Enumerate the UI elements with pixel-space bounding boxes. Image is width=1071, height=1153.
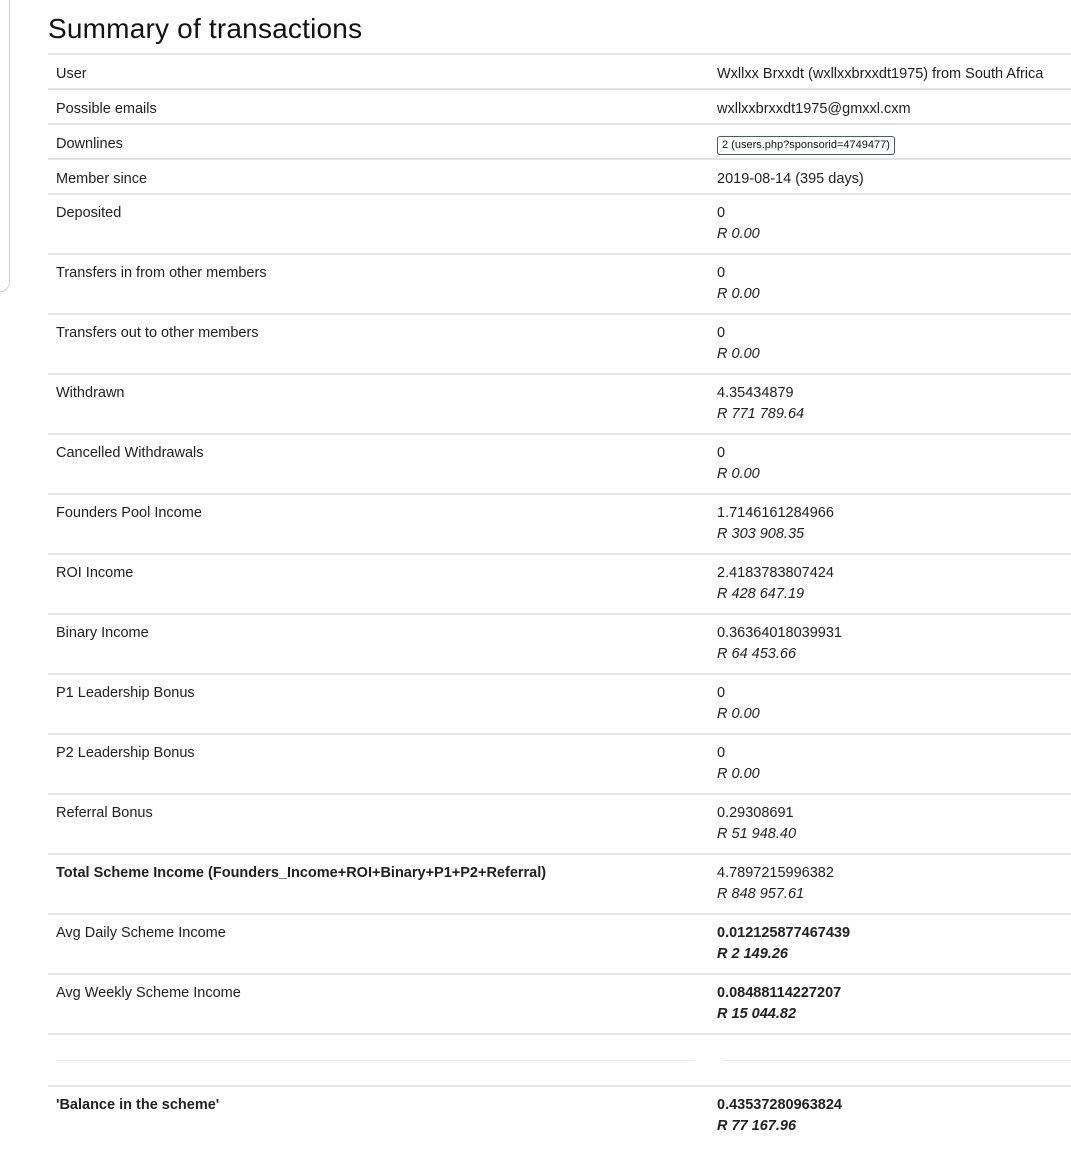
row-label: Transfers in from other members — [56, 265, 267, 281]
crypto-value: 0 — [717, 325, 726, 341]
value-cell — [709, 554, 1071, 614]
row-label: Referral Bonus — [56, 805, 153, 821]
table-row-deposited — [48, 194, 1071, 254]
crypto-value: 1.7146161284966 — [717, 505, 834, 521]
value-cell — [709, 674, 1071, 734]
table-row-p1-bonus — [48, 674, 1071, 734]
crypto-value: 0.08488114227207 — [717, 985, 842, 1001]
row-label: Transfers out to other members — [56, 325, 259, 341]
downlines-button[interactable]: 2 (users.php?sponsorid=4749477) — [717, 136, 895, 155]
value-cell — [709, 434, 1071, 494]
crypto-value: 0 — [717, 205, 726, 221]
value-cell — [709, 974, 1071, 1034]
crypto-value: 0.43537280963824 — [717, 1097, 842, 1113]
fiat-value: R 771 789.64 — [717, 406, 805, 422]
crypto-value: 0 — [717, 685, 726, 701]
row-label: 'Balance in the scheme' — [56, 1097, 220, 1113]
table-row-avg-daily — [48, 914, 1071, 974]
row-label: Member since — [56, 171, 148, 187]
divider — [56, 1060, 695, 1061]
downlines-cell — [709, 124, 1071, 159]
fiat-value: R 848 957.61 — [717, 886, 805, 902]
value-cell — [709, 1086, 1071, 1145]
crypto-value: 0 — [717, 265, 726, 281]
crypto-value: 4.7897215996382 — [717, 865, 834, 881]
value-cell — [709, 734, 1071, 794]
table-row-total-income — [48, 854, 1071, 914]
value-cell — [709, 614, 1071, 674]
divider — [723, 1060, 1071, 1061]
table-row-balance — [48, 1086, 1071, 1145]
fiat-value: R 0.00 — [717, 466, 760, 482]
crypto-value: 2.4183783807424 — [717, 565, 834, 581]
fiat-value: R 428 647.19 — [717, 586, 805, 602]
table-row-withdrawn — [48, 374, 1071, 434]
row-label: Founders Pool Income — [56, 505, 202, 521]
row-label: P2 Leadership Bonus — [56, 745, 195, 761]
fiat-value: R 64 453.66 — [717, 646, 797, 662]
row-label: Withdrawn — [56, 385, 125, 401]
row-label: Cancelled Withdrawals — [56, 445, 204, 461]
table-row-roi-income — [48, 554, 1071, 614]
table-row-member-since — [48, 159, 1071, 194]
row-label: Downlines — [56, 136, 123, 152]
side-panel-edge — [0, 0, 10, 292]
summary-section — [48, 0, 1071, 1145]
spacer-cell — [709, 1034, 1071, 1086]
fiat-value: R 77 167.96 — [717, 1118, 797, 1134]
emails-value: wxllxxbrxxdt1975@gmxxl.cxm — [717, 101, 911, 117]
value-cell — [709, 914, 1071, 974]
table-row-binary-income — [48, 614, 1071, 674]
row-label: Avg Daily Scheme Income — [56, 925, 226, 941]
spacer-row — [48, 1034, 1071, 1086]
spacer-cell — [48, 1034, 709, 1086]
table-row-referral-bonus — [48, 794, 1071, 854]
row-label: Avg Weekly Scheme Income — [56, 985, 241, 1001]
row-label: Total Scheme Income (Founders_Income+ROI+Binary+P1+P2+Referral) — [56, 865, 547, 881]
row-label: P1 Leadership Bonus — [56, 685, 195, 701]
crypto-value: 0.29308691 — [717, 805, 794, 821]
fiat-value: R 2 149.26 — [717, 946, 788, 962]
crypto-value: 0.36364018039931 — [717, 625, 842, 641]
table-row-downlines — [48, 124, 1071, 159]
row-label: User — [56, 66, 87, 82]
crypto-value: 4.35434879 — [717, 385, 794, 401]
fiat-value: R 0.00 — [717, 346, 760, 362]
fiat-value: R 0.00 — [717, 766, 760, 782]
fiat-value: R 303 908.35 — [717, 526, 805, 542]
crypto-value: 0.012125877467439 — [717, 925, 851, 941]
table-row-transfers-out — [48, 314, 1071, 374]
value-cell — [709, 254, 1071, 314]
fiat-value: R 15 044.82 — [717, 1006, 797, 1022]
summary-table — [48, 53, 1071, 1145]
crypto-value: 0 — [717, 745, 726, 761]
table-row-avg-weekly — [48, 974, 1071, 1034]
table-row-emails — [48, 89, 1071, 124]
table-row-founders-pool — [48, 494, 1071, 554]
table-row-cancelled-withdrawals — [48, 434, 1071, 494]
value-cell — [709, 314, 1071, 374]
value-cell — [709, 794, 1071, 854]
user-value: Wxllxx Brxxdt (wxllxxbrxxdt1975) from South Africa — [717, 66, 1044, 82]
table-row-user — [48, 54, 1071, 89]
member-since-value: 2019-08-14 (395 days) — [717, 171, 864, 187]
table-row-p2-bonus — [48, 734, 1071, 794]
fiat-value: R 0.00 — [717, 706, 760, 722]
row-label: Possible emails — [56, 101, 157, 117]
fiat-value: R 0.00 — [717, 286, 760, 302]
value-cell — [709, 374, 1071, 434]
value-cell — [709, 494, 1071, 554]
crypto-value: 0 — [717, 445, 726, 461]
table-row-transfers-in — [48, 254, 1071, 314]
row-label: Binary Income — [56, 625, 149, 641]
fiat-value: R 51 948.40 — [717, 826, 797, 842]
value-cell — [709, 854, 1071, 914]
row-label: ROI Income — [56, 565, 134, 581]
fiat-value: R 0.00 — [717, 226, 760, 242]
page-title: Summary of transactions — [48, 13, 363, 44]
value-cell — [709, 194, 1071, 254]
row-label: Deposited — [56, 205, 122, 221]
